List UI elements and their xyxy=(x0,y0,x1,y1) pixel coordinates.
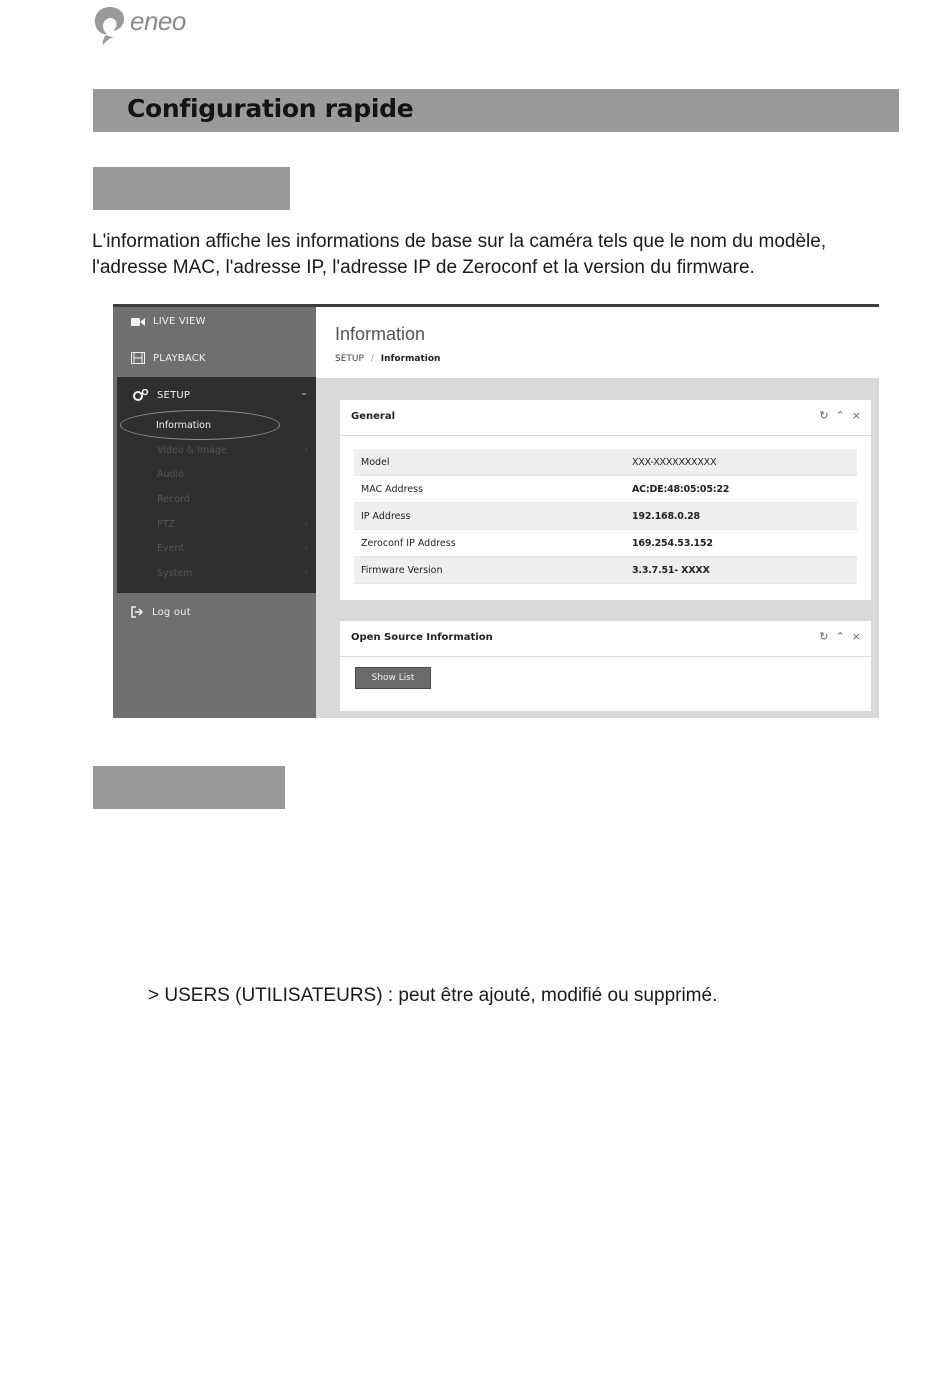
users-bullet: > USERS (UTILISATEURS) : peut être ajouté, modifié ou supprimé. xyxy=(148,985,718,1006)
info-value: 169.254.53.152 xyxy=(632,537,713,549)
info-label: Firmware Version xyxy=(361,564,443,576)
nav-live-view-label: LIVE VIEW xyxy=(153,316,206,327)
info-row-ip xyxy=(354,503,857,530)
show-list-button[interactable]: Show List xyxy=(355,667,431,689)
nav-logout[interactable] xyxy=(131,606,191,618)
info-row-zeroconf xyxy=(354,530,857,557)
sidebar xyxy=(113,304,316,718)
info-value: XXX-XXXXXXXXXX xyxy=(632,456,717,468)
gears-icon xyxy=(133,389,149,401)
content-heading: Information xyxy=(335,324,426,344)
collapse-icon[interactable]: ⌃ xyxy=(835,630,845,643)
panel-divider xyxy=(340,435,871,436)
general-panel xyxy=(340,400,871,600)
subsection-header-block xyxy=(93,766,285,809)
video-camera-icon xyxy=(131,317,145,327)
refresh-icon[interactable]: ↻ xyxy=(819,409,829,422)
setup-menu-panel xyxy=(117,377,316,593)
eneo-logo xyxy=(92,4,212,46)
sub-item-video-image[interactable]: Video & Image xyxy=(157,445,227,456)
nav-setup[interactable] xyxy=(133,389,308,401)
content-header xyxy=(316,307,879,378)
logo-text: eneo xyxy=(130,6,186,36)
chevron-down-icon: ⌄ xyxy=(300,388,308,398)
panel-tools xyxy=(819,409,861,422)
panel-divider xyxy=(340,656,871,657)
camera-ui-screenshot xyxy=(113,304,879,718)
nav-logout-label: Log out xyxy=(152,606,191,618)
sub-item-record[interactable]: Record xyxy=(157,494,190,505)
sub-item-event[interactable]: Event xyxy=(157,543,185,554)
intro-paragraph: L'information affiche les informations de base sur la caméra tels que le nom du modèle, l'adresse MAC, l'adresse IP, l'adresse IP de Zeroconf et la version du firmware. xyxy=(92,231,827,278)
nav-live-view[interactable] xyxy=(131,316,206,327)
film-icon xyxy=(131,352,145,364)
breadcrumb-current: Information xyxy=(380,354,441,364)
info-row-mac xyxy=(354,476,857,503)
info-label: MAC Address xyxy=(361,483,424,495)
sub-item-ptz[interactable]: PTZ xyxy=(157,519,176,530)
open-source-panel xyxy=(340,621,871,711)
page-title: Configuration rapide xyxy=(127,94,414,123)
info-value: 3.3.7.51- XXXX xyxy=(632,564,710,576)
chevron-left-icon: ‹ xyxy=(304,543,308,553)
breadcrumb-root[interactable]: SETUP xyxy=(335,354,364,364)
nav-playback-label: PLAYBACK xyxy=(153,352,206,364)
eneo-swirl-icon xyxy=(92,4,128,46)
breadcrumb xyxy=(335,354,440,364)
refresh-icon[interactable]: ↻ xyxy=(819,630,829,643)
info-value: AC:DE:48:05:05:22 xyxy=(632,483,730,495)
close-icon[interactable]: × xyxy=(851,630,861,643)
breadcrumb-separator: / xyxy=(370,354,374,364)
sub-item-audio[interactable]: Audio xyxy=(157,469,185,480)
section-title-bar xyxy=(93,89,899,132)
open-source-panel-title: Open Source Information xyxy=(351,632,493,643)
collapse-icon[interactable]: ⌃ xyxy=(835,409,845,422)
chevron-left-icon: ‹ xyxy=(304,445,308,455)
nav-setup-label: SETUP xyxy=(157,389,191,401)
info-label: IP Address xyxy=(361,510,411,522)
info-label: Zeroconf IP Address xyxy=(361,537,456,549)
info-row-model xyxy=(354,449,857,476)
info-row-firmware xyxy=(354,557,857,584)
info-label: Model xyxy=(361,456,390,468)
sub-item-system[interactable]: System xyxy=(157,568,193,579)
panel-tools xyxy=(819,630,861,643)
chevron-left-icon: ‹ xyxy=(304,519,308,529)
nav-playback[interactable] xyxy=(131,352,206,364)
chevron-left-icon: ‹ xyxy=(304,568,308,578)
subsection-header-block xyxy=(93,167,290,210)
info-value: 192.168.0.28 xyxy=(632,510,700,522)
logout-icon xyxy=(131,606,144,618)
general-panel-title: General xyxy=(351,411,395,422)
close-icon[interactable]: × xyxy=(851,409,861,422)
sub-item-information[interactable]: Information xyxy=(156,420,211,431)
